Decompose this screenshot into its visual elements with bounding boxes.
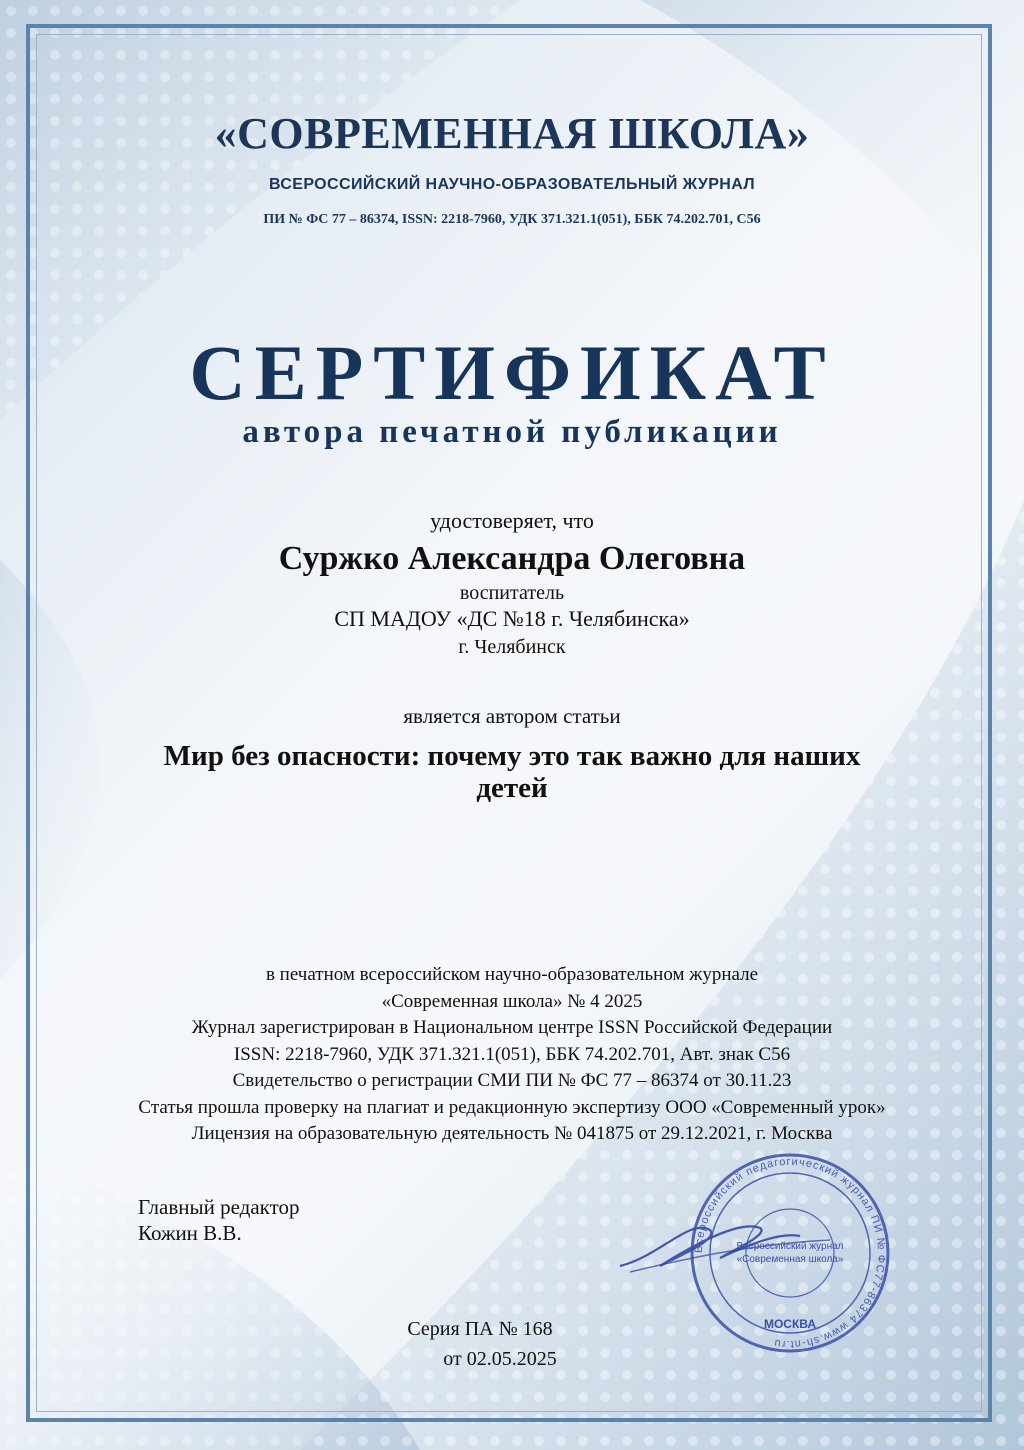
publication-info-line: Свидетельство о регистрации СМИ ПИ № ФС 77 – 86374 от 30.11.23 — [232, 1070, 792, 1091]
person-organization: СП МАДОУ «ДС №18 г. Челябинска» — [334, 606, 690, 631]
stamp-bottom-text: МОСКВА — [763, 1317, 817, 1331]
person-position: воспитатель — [459, 582, 565, 604]
journal-title: «СОВРЕМЕННАЯ ШКОЛА» — [214, 109, 810, 158]
series-number: Серия ПА № 168 — [407, 1318, 553, 1340]
person-city: г. Челябинск — [458, 636, 566, 658]
stamp-center-line2: «Современная школа» — [736, 1254, 844, 1265]
editor-block — [138, 1194, 300, 1246]
editor-role: Главный редактор — [138, 1195, 300, 1219]
publication-info — [0, 962, 1024, 1148]
publication-info-line: в печатном всероссийском научно-образовательном журнале — [265, 964, 759, 985]
publication-info-line: Лицензия на образовательную деятельность № 041875 от 29.12.2021, г. Москва — [191, 1123, 833, 1144]
publication-info-line: Журнал зарегистрирован в Национальном центре ISSN Российской Федерации — [191, 1017, 833, 1038]
editor-name: Кожин В.В. — [138, 1221, 242, 1245]
person-name: Суржко Александра Олеговна — [278, 540, 746, 577]
stamp-center-line1: Всероссийский журнал — [736, 1241, 844, 1252]
author-of-text: является автором статьи — [403, 704, 621, 728]
article-title: Мир без опасности: почему это так важно для наших детей — [163, 740, 861, 804]
journal-registration: ПИ № ФС 77 – 86374, ISSN: 2218-7960, УДК 371.321.1(051), ББК 74.202.701, C56 — [263, 212, 761, 227]
certificate-title: СЕРТИФИКАТ — [189, 329, 835, 416]
publication-info-line: Статья прошла проверку на плагиат и редакционную экспертизу ООО «Современный урок» — [138, 1096, 886, 1118]
stamp-ring-text: Всероссийский педагогический журнал ПИ № ФС77-86374 www.sh-nt.ru — [692, 1155, 888, 1351]
publication-info-line: «Современная школа» № 4 2025 — [381, 990, 643, 1012]
publication-info-line: ISSN: 2218-7960, УДК 371.321.1(051), ББК 74.202.701, Авт. знак C56 — [233, 1043, 791, 1065]
round-stamp — [600, 1148, 900, 1358]
series-date: от 02.05.2025 — [443, 1348, 557, 1370]
certifies-text: удостоверяет, что — [430, 508, 594, 533]
certificate-subtitle: автора печатной публикации — [242, 414, 782, 450]
journal-subtitle: ВСЕРОССИЙСКИЙ НАУЧНО-ОБРАЗОВАТЕЛЬНЫЙ ЖУРНАЛ — [268, 176, 756, 193]
